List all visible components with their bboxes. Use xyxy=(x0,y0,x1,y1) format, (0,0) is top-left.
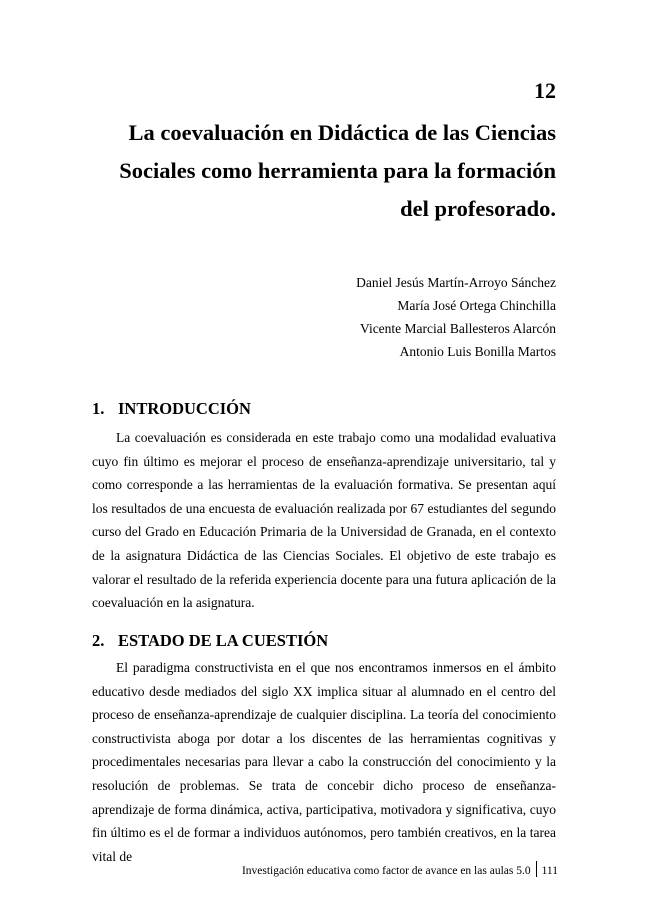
section-title: INTRODUCCIÓN xyxy=(118,399,251,418)
author-name: Daniel Jesús Martín-Arroyo Sánchez xyxy=(356,275,556,290)
section-number: 1. xyxy=(92,399,105,418)
page-number: 111 xyxy=(541,865,558,877)
author-name: María José Ortega Chinchilla xyxy=(397,298,556,313)
section-paragraph-estado-de-la-cuestion: El paradigma constructivista en el que nos encontramos inmersos en el ámbito educativo desde mediados del siglo XX implica situar al alumnado en el centro del proceso de enseñanza-aprendizaje de cualquier disciplina. La teoría del conocimiento constructivista aboga por dotar a los discentes de las herramientas cognitivas y procedimentales necesarias para llevar a cabo la construcción del conocimiento y la resolución de problemas. Se trata de concebir dicho proceso de enseñanza-aprendizaje de forma dinámica, activa, participativa, motivadora y significativa, cuyo fin último es el de formar a individuos autónomos, pero también creativos, en la tarea vital de xyxy=(92,660,556,864)
page-footer xyxy=(242,861,558,879)
author-list xyxy=(356,271,556,363)
chapter-title: La coevaluación en Didáctica de las Ciencias Sociales como herramienta para la formación del profesorado. xyxy=(119,120,556,221)
chapter-number: 12 xyxy=(534,78,556,103)
section-heading-introduccion xyxy=(92,398,556,420)
footer-divider xyxy=(536,861,537,877)
author-name: Vicente Marcial Ballesteros Alarcón xyxy=(360,321,556,336)
section-title: ESTADO DE LA CUESTIÓN xyxy=(118,631,329,650)
section-heading-estado-de-la-cuestion xyxy=(92,630,556,652)
footer-book-title: Investigación educativa como factor de avance en las aulas 5.0 xyxy=(241,865,531,877)
section-number: 2. xyxy=(92,631,105,650)
section-paragraph-introduccion: La coevaluación es considerada en este trabajo como una modalidad evaluativa cuyo fin último es mejorar el proceso de enseñanza-aprendizaje universitario, tal y como corresponde a las herramientas de la evaluación formativa. Se presentan aquí los resultados de una encuesta de evaluación realizada por 67 estudiantes del segundo curso del Grado en Educación Primaria de la Universidad de Granada, en el contexto de la asignatura Didáctica de las Ciencias Sociales. El objetivo de este trabajo es valorar el resultado de la referida experiencia docente para una futura aplicación de la coevaluación en la asignatura. xyxy=(92,430,556,611)
author-name: Antonio Luis Bonilla Martos xyxy=(399,344,556,359)
